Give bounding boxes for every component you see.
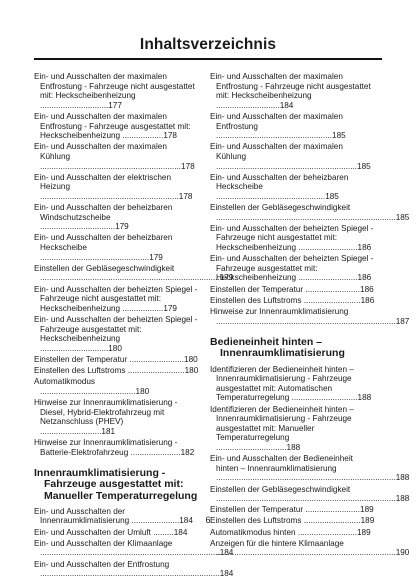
toc-entry[interactable]: Einstellen des Luftstroms .........................186 (210, 295, 375, 305)
toc-entry[interactable]: Einstellen der Temperatur ........................180 (34, 354, 198, 364)
toc-entry[interactable]: Ein- und Ausschalten der beheizbaren Heckscheibe ................................................179 (34, 233, 173, 262)
toc-entry[interactable]: Automatikmodus ..........................................180 (34, 377, 150, 396)
toc-entry[interactable]: Ein- und Ausschalten der elektrischen Heizung .............................................................178 (34, 172, 193, 201)
toc-entry[interactable]: Einstellen der Gebläsegeschwindigkeit ...............................................................................185 (210, 203, 410, 222)
toc-entry[interactable]: Ein- und Ausschalten der maximalen Kühlung ..............................................................185 (210, 142, 371, 171)
toc-entry[interactable]: Identifizieren der Bedieneinheit hinten – Innenraumklimatisierung - Fahrzeuge ausgestattet mit: Automatischen Temperaturregelung .............................188 (210, 364, 372, 403)
toc-entry[interactable]: Hinweise zur Innenraumklimatisierung ...............................................................................187 (210, 307, 410, 326)
title-rule (34, 58, 382, 60)
toc-entry[interactable]: Ein- und Ausschalten der Umluft .........184 (34, 527, 188, 537)
toc-entry[interactable]: Einstellen der Gebläsegeschwindigkeit ...............................................................................179 (34, 263, 234, 283)
toc-entry[interactable]: Ein- und Ausschalten der beheizten Spiegel - Fahrzeuge ausgestattet mit: Heckscheibenheizung ..............................180 (34, 315, 198, 353)
toc-entry[interactable]: Ein- und Ausschalten der Klimaanlage ...............................................................................184 (34, 538, 234, 558)
toc-entry[interactable]: Ein- und Ausschalten der beheizten Spiegel - Fahrzeuge nicht ausgestattet mit: Heckscheibenheizung ..........................186 (210, 223, 374, 253)
toc-section-heading: Bedieneinheit hinten – Innenraumklimatisierung (210, 336, 345, 360)
toc-column-right (210, 72, 410, 560)
toc-entry[interactable]: Ein- und Ausschalten der Bedieneinheit hinten – Innenraumklimatisierung ...............................................................................188 (210, 454, 410, 483)
toc-entry[interactable]: Einstellen der Temperatur ........................186 (210, 284, 374, 294)
toc-entry[interactable]: Einstellen der Gebläsegeschwindigkeit ...............................................................................188 (210, 484, 410, 504)
toc-entry[interactable]: Ein- und Ausschalten der maximalen Entfrostung - Fahrzeuge ausgestattet mit: Heckscheibenheizung ..................178 (34, 111, 191, 141)
toc-entry[interactable]: Einstellen des Luftstroms .........................189 (210, 516, 375, 526)
toc-entry[interactable]: Ein- und Ausschalten der beheizbaren Windschutzscheibe .................................179 (34, 203, 173, 232)
toc-entry[interactable]: Ein- und Ausschalten der Innenraumklimatisierung .....................184 (34, 506, 193, 526)
page-title: Inhaltsverzeichnis (139, 36, 277, 53)
toc-entry[interactable]: Hinweise zur Innenraumklimatisierung - Batterie-Elektrofahrzeug ......................182 (34, 438, 195, 457)
toc-column-left (34, 72, 234, 580)
toc-entry[interactable]: Hinweise zur Innenraumklimatisierung - Diesel, Hybrid-Elektrofahrzeug mit Netzanschluss (PHEV) ...........................181 (34, 398, 178, 436)
toc-entry[interactable]: Einstellen des Luftstroms .........................180 (34, 366, 199, 376)
toc-entry[interactable]: Ein- und Ausschalten der beheizten Spiegel - Fahrzeuge nicht ausgestattet mit: Heckscheibenheizung ..................179 (34, 284, 198, 313)
toc-entry[interactable]: Ein- und Ausschalten der Entfrostung ...............................................................................184 (34, 559, 234, 579)
toc-section-heading: Innenraumklimatisierung - Fahrzeuge ausgestattet mit: Manueller Temperaturregelung (34, 467, 198, 502)
page-number: 6 (205, 515, 211, 525)
toc-entry[interactable]: Automatikmodus hinten ..........................189 (210, 527, 371, 537)
toc-entry[interactable]: Ein- und Ausschalten der beheizten Spiegel - Fahrzeuge ausgestattet mit: Heckscheibenheizung ..........................186 (210, 254, 374, 283)
toc-entry[interactable]: Ein- und Ausschalten der maximalen Entfrostung - Fahrzeuge nicht ausgestattet mit: Heckscheibenheizung ..............................177 (34, 72, 195, 110)
toc-entry[interactable]: Ein- und Ausschalten der maximalen Entfrostung - Fahrzeuge nicht ausgestattet mit: Heckscheibenheizung ............................184 (210, 72, 371, 110)
toc-entry[interactable]: Anzeigen für die hintere Klimaanlage ...............................................................................190 (210, 538, 410, 558)
toc-entry[interactable]: Ein- und Ausschalten der maximalen Entfrostung ...................................................185 (210, 111, 346, 141)
toc-entry[interactable]: Einstellen der Temperatur ........................189 (210, 505, 374, 515)
toc-entry[interactable]: Identifizieren der Bedieneinheit hinten – Innenraumklimatisierung - Fahrzeuge ausgestattet mit: Manueller Temperaturregelung ...............................188 (210, 404, 354, 452)
toc-entry[interactable]: Ein- und Ausschalten der maximalen Kühlung ..............................................................178 (34, 142, 195, 171)
toc-entry[interactable]: Ein- und Ausschalten der beheizbaren Heckscheibe ................................................185 (210, 172, 349, 201)
